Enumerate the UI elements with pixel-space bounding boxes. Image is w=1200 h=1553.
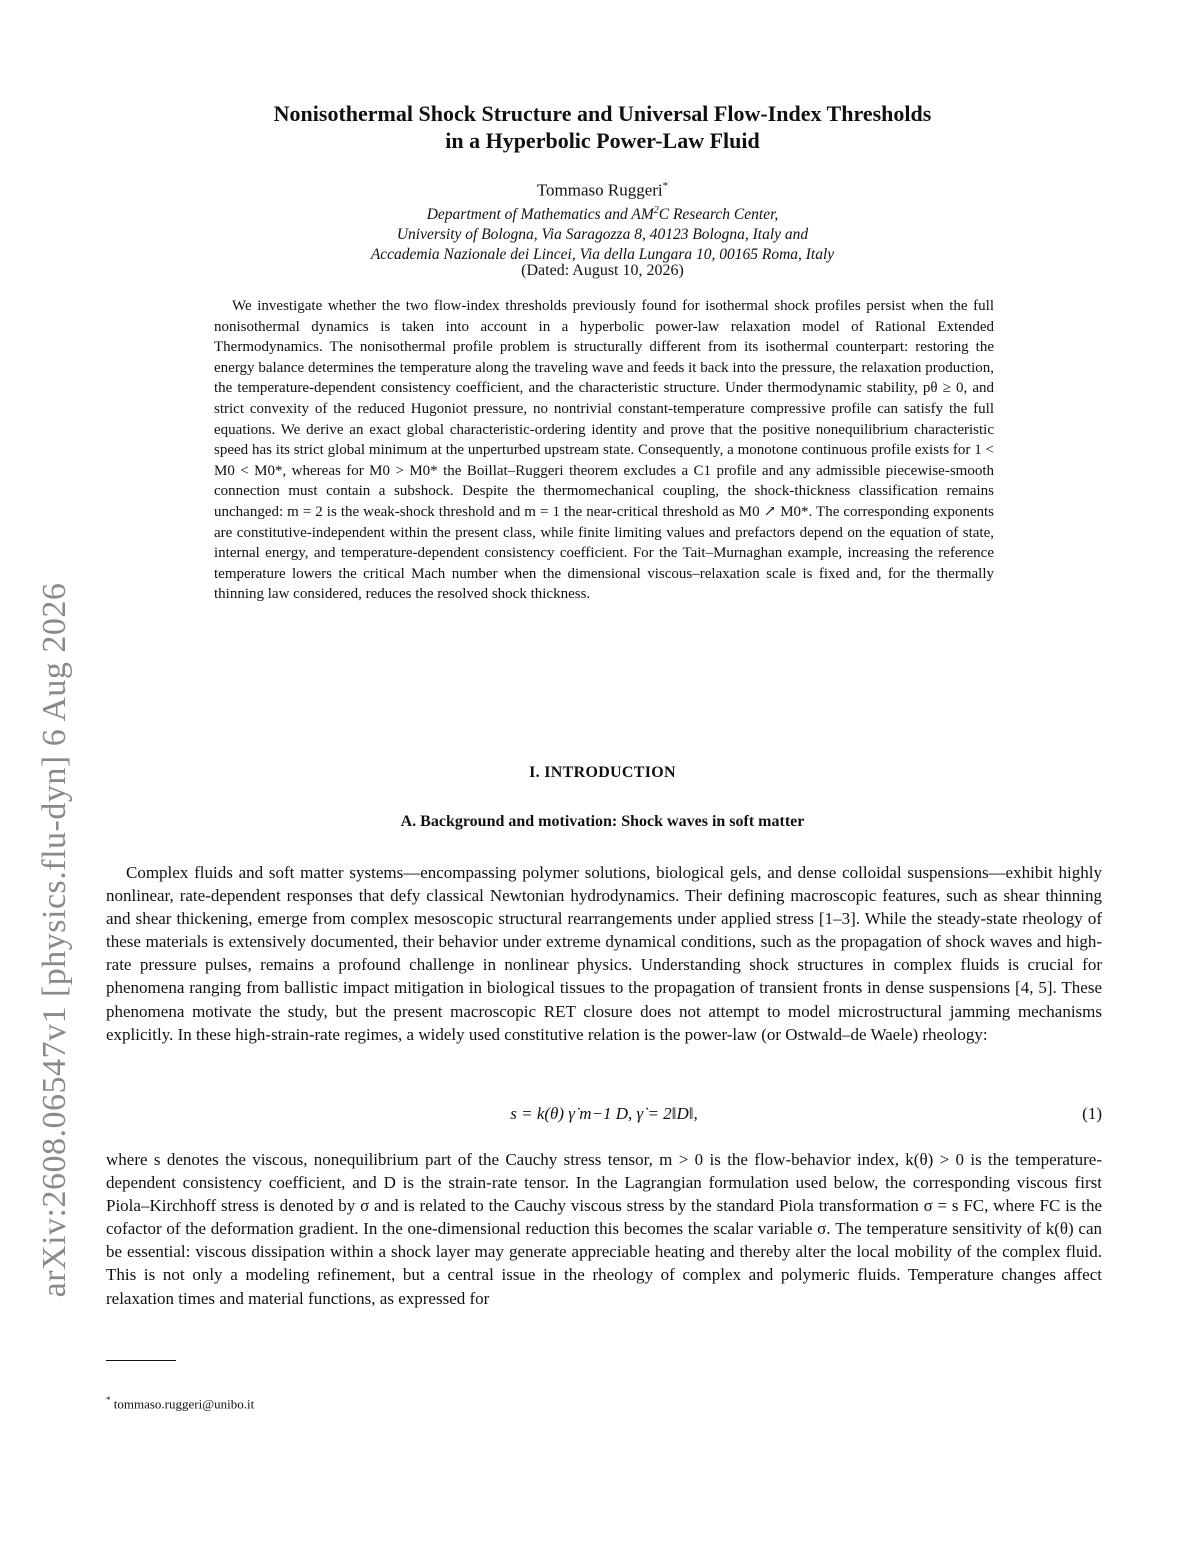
affiliation — [150, 201, 1055, 265]
equation-number: (1) — [1082, 1104, 1102, 1123]
section-heading: I. INTRODUCTION — [529, 764, 676, 781]
author-name: Tommaso Ruggeri — [536, 180, 663, 200]
arxiv-identifier: arXiv:2608.06547v1 [physics.flu-dyn] 6 Aug 2026 — [36, 582, 73, 1298]
subsection-heading: A. Background and motivation: Shock waves in soft matter — [400, 813, 805, 830]
title-line-1: Nonisothermal Shock Structure and Universal Flow-Index Thresholds — [273, 101, 932, 126]
equation-body: s = k(θ) γ̇ m−1 D, γ̇ = 2‖D‖, — [510, 1104, 698, 1123]
footnote-divider — [106, 1360, 176, 1361]
affiliation-superscript: 2 — [653, 205, 659, 216]
footnote — [106, 1395, 254, 1412]
affiliation-line-1 — [150, 201, 1055, 225]
body-paragraph-1: Complex fluids and soft matter systems—encompassing polymer solutions, biological gels, and dense colloidal suspensions—exhibit highly nonlinear, rate-dependent responses that defy classical Newtonian hydrodynamics. Their defining macroscopic features, such as shear thinning and shear thickening, emerge from complex mesoscopic structural rearrangements under applied stress [1–3]. While the steady-state rheology of these materials is extensively documented, their behavior under extreme dynamical conditions, such as the propagation of shock waves and high-rate pressure pulses, remains a profound challenge in nonlinear physics. Understanding shock structures in complex fluids is crucial for phenomena ranging from ballistic impact mitigation in biological tissues to the propagation of transient fronts in dense suspensions [4, 5]. These phenomena motivate the study, but the present macroscopic RET closure does not attempt to model microstructural jamming mechanisms explicitly. In these high-strain-rate regimes, a widely used constitutive relation is the power-law (or Ostwald–de Waele) rheology: — [106, 863, 1102, 1044]
affiliation-dept: Department of Mathematics and AM — [426, 206, 654, 224]
equation-1 — [106, 1104, 1102, 1130]
abstract: We investigate whether the two flow-index thresholds previously found for isothermal shock profiles persist when the full nonisothermal dynamics is taken into account in a hyperbolic power-law relaxation model of Rational Extended Thermodynamics. The nonisothermal profile problem is structurally different from its isothermal counterpart: restoring the energy balance determines the temperature along the traveling wave and feeds it back into the pressure, the relaxation production, the temperature-dependent consistency coefficient, and the characteristic structure. Under thermodynamic stability, pθ ≥ 0, and strict convexity of the reduced Hugoniot pressure, no nontrivial constant-temperature compressive profile can satisfy the full equations. We derive an exact global characteristic-ordering identity and prove that the positive nonequilibrium characteristic speed has its strict global minimum at the unperturbed upstream state. Consequently, a monotone continuous profile exists for 1 < M0 < M0*, whereas for M0 > M0* the Boillat–Ruggeri theorem excludes a C1 profile and any admissible piecewise-smooth connection must contain a subshock. Despite the thermomechanical coupling, the shock-thickness classification remains unchanged: m = 2 is the weak-shock threshold and m = 1 the near-critical threshold as M0 ↗ M0*. The corresponding exponents are constitutive-independent within the present class, while finite limiting values and prefactors depend on the equation of state, internal energy, and temperature-dependent consistency coefficient. For the Tait–Murnaghan example, increasing the reference temperature lowers the critical Mach number when the dimensional viscous–relaxation scale is fixed and, for the thermally thinning law considered, reduces the resolved shock thickness. — [214, 298, 994, 603]
author — [150, 180, 1055, 201]
affiliation-line-3: Accademia Nazionale dei Lincei, Via della Lungara 10, 00165 Roma, Italy — [370, 246, 835, 264]
author-footnote-mark: * — [662, 180, 669, 192]
affiliation-center: C Research Center, — [658, 206, 779, 224]
affiliation-line-2: University of Bologna, Via Saragozza 8, 40123 Bologna, Italy and — [396, 226, 809, 244]
title-line-2: in a Hyperbolic Power-Law Fluid — [445, 128, 760, 153]
arxiv-sidebar — [10, 520, 100, 1360]
body-paragraph-2: where s denotes the viscous, nonequilibrium part of the Cauchy stress tensor, m > 0 is the flow-behavior index, k(θ) > 0 is the temperature-dependent consistency coefficient, and D is the strain-rate tensor. In the Lagrangian formulation used below, the corresponding viscous first Piola–Kirchhoff stress is denoted by σ and is related to the Cauchy viscous stress by the standard Piola transformation σ = s FC, where FC is the cofactor of the deformation gradient. In the one-dimensional reduction this becomes the scalar variable σ. The temperature sensitivity of k(θ) can be essential: viscous dissipation within a shock layer may generate appreciable heating and thereby alter the local mobility of the complex fluid. This is not only a modeling refinement, but a central issue in the rheology of complex and polymeric fluids. Temperature changes affect relaxation times and material functions, as expressed for — [106, 1150, 1102, 1308]
footnote-mark: * — [106, 1395, 111, 1405]
paper-title — [150, 100, 1055, 154]
footnote-email: tommaso.ruggeri@unibo.it — [113, 1396, 255, 1412]
dated-line: (Dated: August 10, 2026) — [521, 262, 684, 279]
